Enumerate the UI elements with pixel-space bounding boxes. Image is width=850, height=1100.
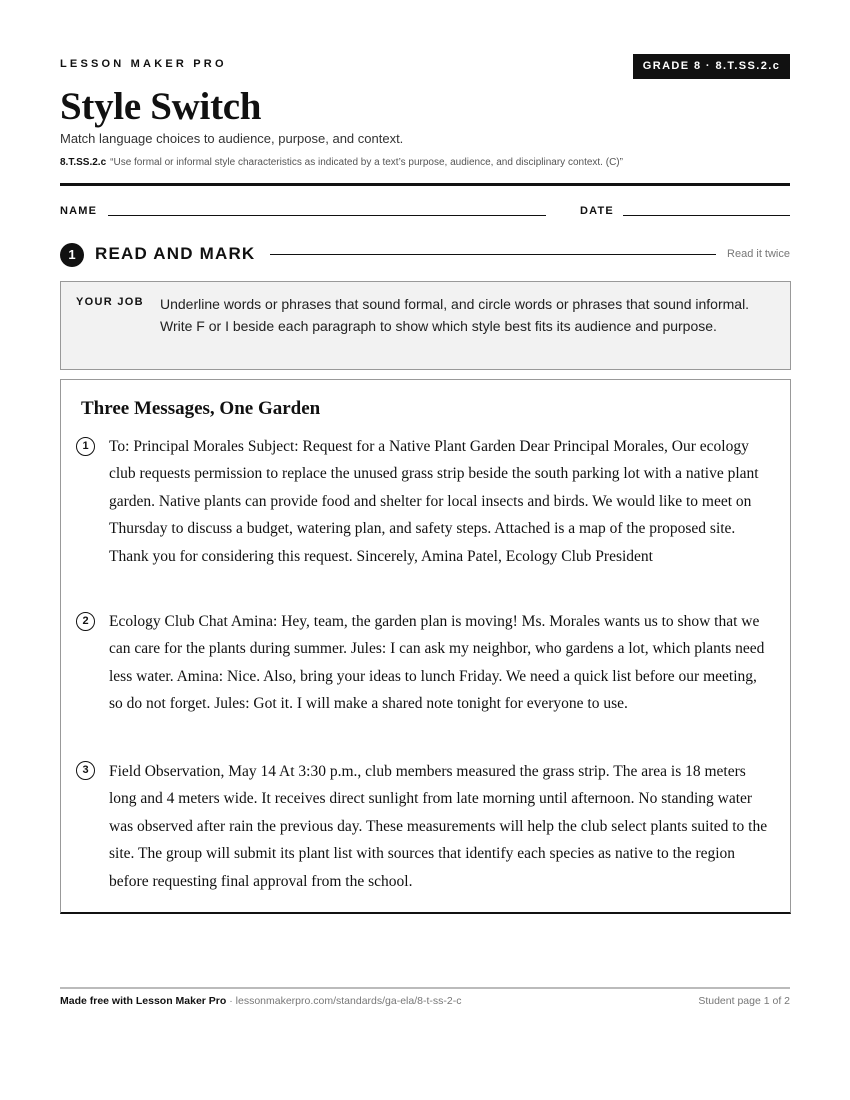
instructions-label: YOUR JOB [76,296,144,308]
paragraph-2: Ecology Club Chat Amina: Hey, team, the garden plan is moving! Ms. Morales wants us to show that we can care for the plants during summer. Jules: I can ask my neighbor, who gardens a lot, which plants need less water. Amina: Nice. Also, bring your ideas to lunch Friday. We need a quick list before our meeting, so do not forget. Jules: Got it. I will make a shared note tonight for everyone to use. [109,613,765,713]
section-divider [270,254,716,255]
section-number-badge: 1 [60,243,84,267]
paragraph-number-3: 3 [76,761,95,780]
page-title: Style Switch [60,85,262,128]
paragraph-number-2: 2 [76,612,95,631]
standard-code: 8.T.SS.2.c [60,157,107,168]
standard-text: “Use formal or informal style characteristics as indicated by a text’s purpose, audience, and disciplinary context. (C)” [110,157,623,168]
passage-title: Three Messages, One Garden [81,398,321,419]
header-divider [60,183,790,186]
footer-page-number: Student page 1 of 2 [698,995,790,1007]
brand-name: LESSON MAKER PRO [60,58,227,70]
date-field[interactable] [623,215,790,216]
footer-divider [60,987,790,989]
page-subtitle: Match language choices to audience, purpose, and context. [60,131,404,146]
footer-url[interactable]: · lessonmakerpro.com/standards/ga-ela/8-t-ss-2-c [226,995,462,1007]
paragraph-number-1: 1 [76,437,95,456]
instructions-box [60,281,791,370]
name-label: NAME [60,205,98,217]
date-label: DATE [580,205,614,217]
footer-made-with: Made free with Lesson Maker Pro [60,995,227,1007]
section-hint: Read it twice [727,248,790,260]
grade-badge: GRADE 8 · 8.T.SS.2.c [633,54,790,79]
section-title: READ AND MARK [95,244,256,263]
name-field[interactable] [108,215,546,216]
reading-passage [60,379,791,914]
standard-statement [60,157,623,168]
footer-credit [60,995,461,1007]
paragraph-3: Field Observation, May 14 At 3:30 p.m., club members measured the grass strip. The area is 18 meters long and 4 meters wide. It receives direct sunlight from late morning until afternoon. No standing water was observed after rain the previous day. These measurements will help the club select plants suited to the site. The group will submit its plant list with sources that identify each species as native to the region before requesting final approval from the school. [109,763,768,890]
paragraph-1: To: Principal Morales Subject: Request for a Native Plant Garden Dear Principal Morales, Our ecology club requests permission to replace the unused grass strip beside the south parking lot with a native plant garden. Native plants can provide food and shelter for local insects and birds. We would like to meet on Thursday to discuss a budget, watering plan, and safety steps. Attached is a map of the proposed site. Thank you for considering this request. Sincerely, Amina Patel, Ecology Club President [109,438,759,565]
instructions-text: Underline words or phrases that sound formal, and circle words or phrases that sound informal. Write F or I beside each paragraph to show which style best fits its audience and purpose. [160,296,750,334]
